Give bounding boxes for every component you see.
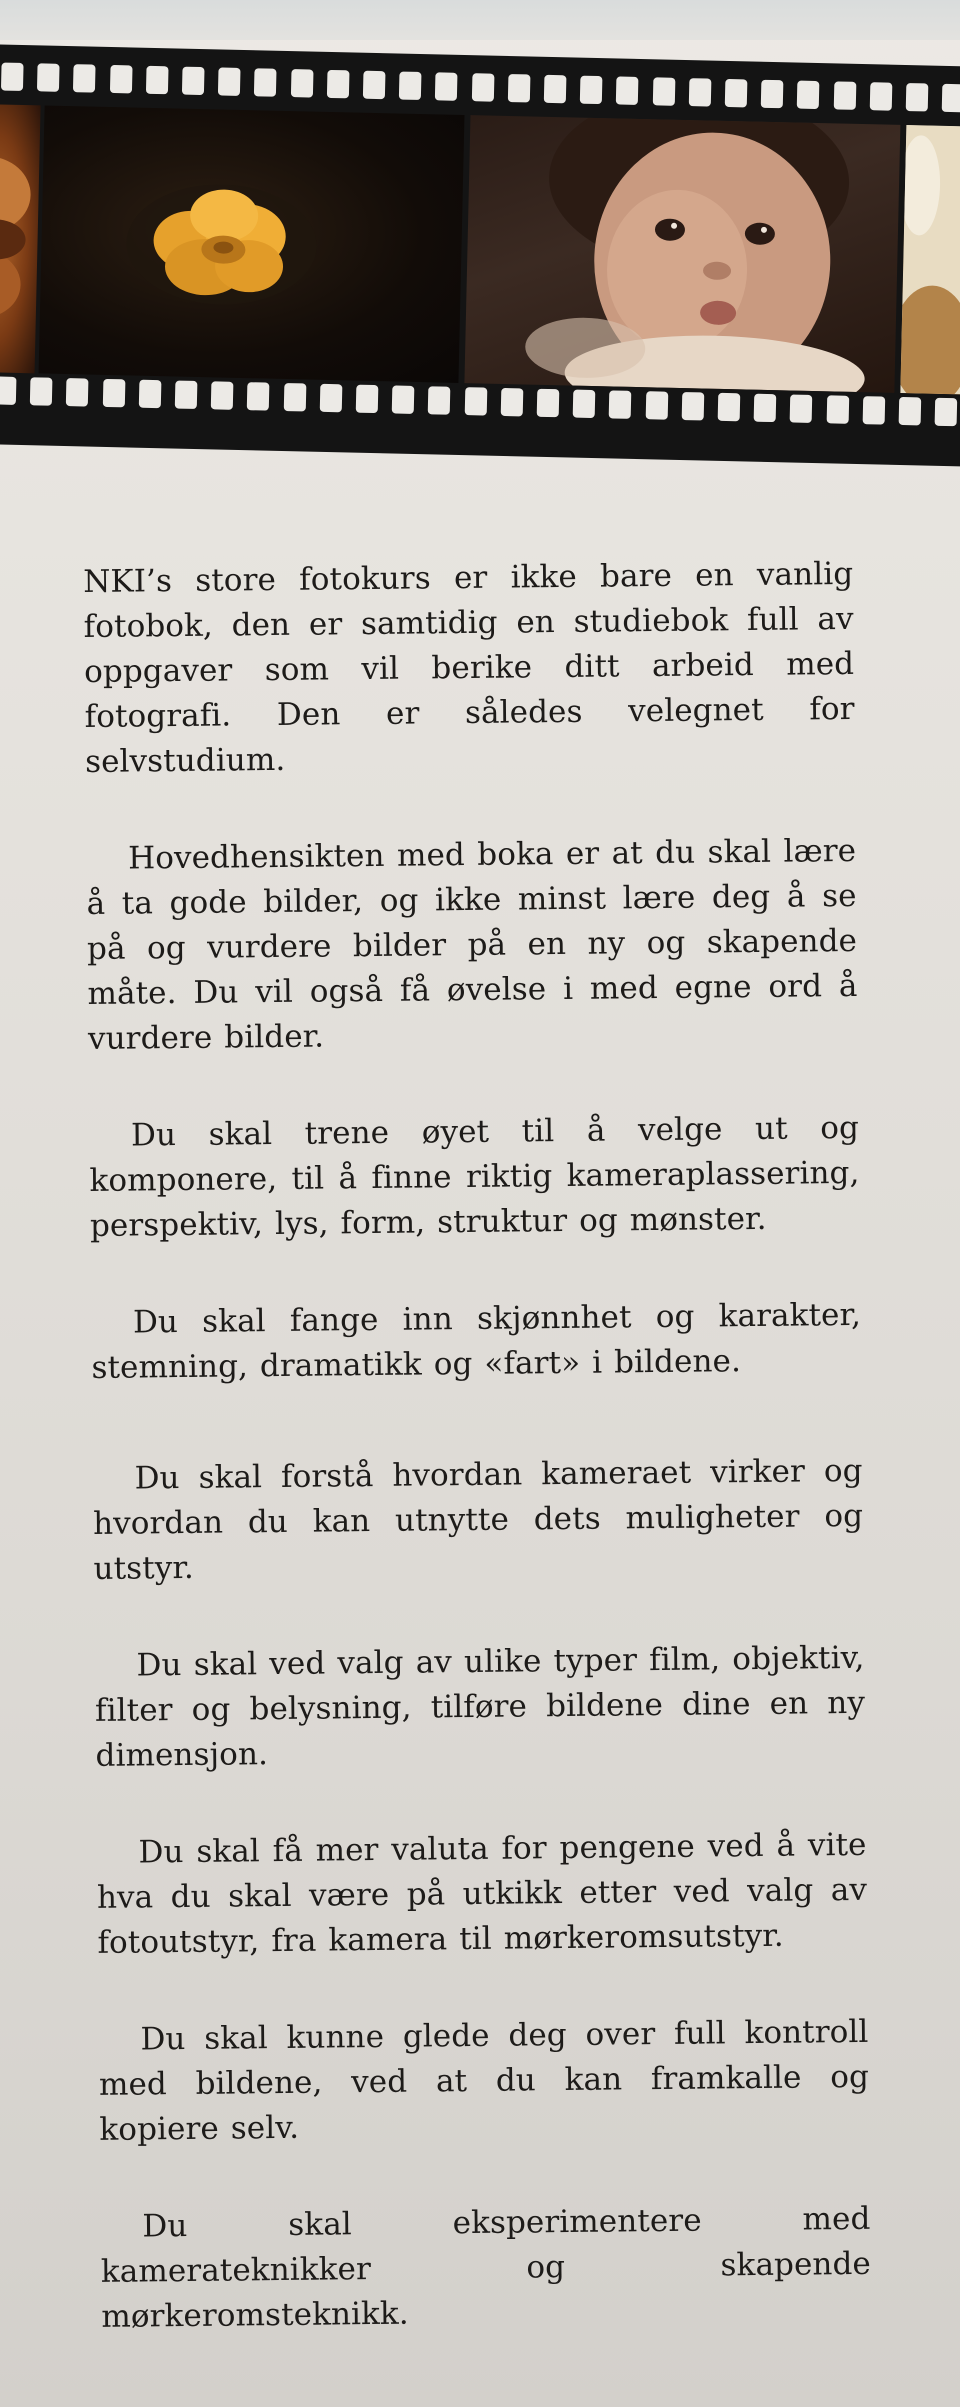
sprocket-hole [320, 384, 343, 412]
sprocket-hole [254, 68, 277, 96]
filmstrip-banner [0, 44, 960, 467]
sprocket-hole [725, 79, 748, 107]
sprocket-hole [899, 397, 922, 425]
sprocket-hole [500, 388, 523, 416]
sprocket-hole [30, 377, 53, 405]
paragraph-intro: NKI’s store fotokurs er ikke bare en vanlig fotobok, den er samtidig en studiebok full av oppgaver som vil berike ditt arbeid med fotografi. Den er således velegnet for selvstudium. [83, 555, 855, 780]
sprocket-hole [66, 378, 89, 406]
sprocket-hole [73, 64, 96, 92]
sprocket-hole [464, 387, 487, 415]
sprocket-hole [862, 396, 885, 424]
sprocket-hole [609, 390, 632, 418]
paragraph-control: Du skal kunne glede deg over full kontroll med bildene, ved at du kan framkalle og kopiere selv. [98, 2013, 870, 2148]
sprocket-hole [797, 81, 820, 109]
sprocket-hole [681, 392, 704, 420]
film-frame-partial [900, 125, 960, 395]
sprocket-hole [1, 62, 24, 90]
sprocket-hole [182, 67, 205, 95]
paragraph-capture: Du skal fange inn skjønnhet og karakter, stemning, dramatikk og «fart» i bildene. [91, 1296, 862, 1386]
partial-photo-icon [900, 125, 960, 395]
sprocket-hole [761, 80, 784, 108]
sprocket-hole [652, 77, 675, 105]
sprocket-hole [942, 84, 960, 112]
sprocket-hole [718, 393, 741, 421]
sprocket-hole [544, 75, 567, 103]
paragraph-train-eye: Du skal trene øyet til å velge ut og komponere, til å finne riktig kameraplassering, perspektiv, lys, form, struktur og mønster. [89, 1109, 860, 1244]
sprocket-hole [146, 66, 169, 94]
paragraph-value: Du skal få mer valuta for pengene ved å vite hva du skal være på utkikk etter ved valg av fotoutstyr, fra kamera til mørkeromsutstyr. [96, 1826, 868, 1961]
paragraph-purpose: Hovedhensikten med boka er at du skal lære å ta gode bilder, og ikke minst lære deg å se på og vurdere bilder på en ny og skapende måte. Du vil også få øvelse i med egne ord å vurdere bilder. [86, 832, 858, 1057]
sprocket-hole [580, 76, 603, 104]
sprocket-hole [689, 78, 712, 106]
sprocket-hole [110, 65, 133, 93]
sprocket-hole [428, 386, 451, 414]
sprocket-hole [218, 67, 241, 95]
sprocket-hole [175, 381, 198, 409]
hand-photo-icon [0, 104, 41, 373]
sprocket-hole [211, 381, 234, 409]
sprocket-hole [508, 74, 531, 102]
sprocket-hole [906, 83, 929, 111]
flower-photo-icon [39, 105, 465, 382]
sprocket-hole [37, 63, 60, 91]
sprocket-hole [327, 70, 350, 98]
sprocket-hole [139, 380, 162, 408]
sprocket-hole [754, 394, 777, 422]
sprocket-hole [537, 389, 560, 417]
sprocket-hole [363, 71, 386, 99]
sprocket-hole [573, 390, 596, 418]
sprocket-hole [935, 398, 958, 426]
film-frame-hand [0, 104, 41, 373]
sprocket-hole [435, 72, 458, 100]
film-frame-flower [39, 105, 465, 382]
sprocket-hole [392, 385, 415, 413]
sprocket-hole [247, 382, 270, 410]
paragraph-experiment: Du skal eksperimentere med kamerateknikker og skapende mørkeromsteknikk. [100, 2200, 872, 2335]
body-text [83, 552, 872, 2340]
sprocket-hole [790, 394, 813, 422]
sprocket-hole [102, 379, 125, 407]
sprocket-hole [616, 76, 639, 104]
sprocket-hole [283, 383, 306, 411]
sprocket-hole [471, 73, 494, 101]
sprocket-hole [645, 391, 668, 419]
paragraph-film-choice: Du skal ved valg av ulike typer film, objektiv, filter og belysning, tilføre bildene dine en ny dimensjon. [94, 1639, 866, 1774]
sprocket-hole [826, 395, 849, 423]
sprocket-hole [870, 82, 893, 110]
sprocket-hole [0, 376, 16, 404]
sprocket-hole [833, 81, 856, 109]
sprocket-hole [399, 72, 422, 100]
sprocket-hole [356, 385, 379, 413]
sprocket-hole [290, 69, 313, 97]
page-top-edge [0, 0, 960, 40]
paragraph-camera: Du skal forstå hvordan kameraet virker og hvordan du kan utnytte dets muligheter og utstyr. [92, 1452, 864, 1587]
baby-photo-icon [464, 115, 900, 393]
film-frame-baby [464, 115, 900, 393]
